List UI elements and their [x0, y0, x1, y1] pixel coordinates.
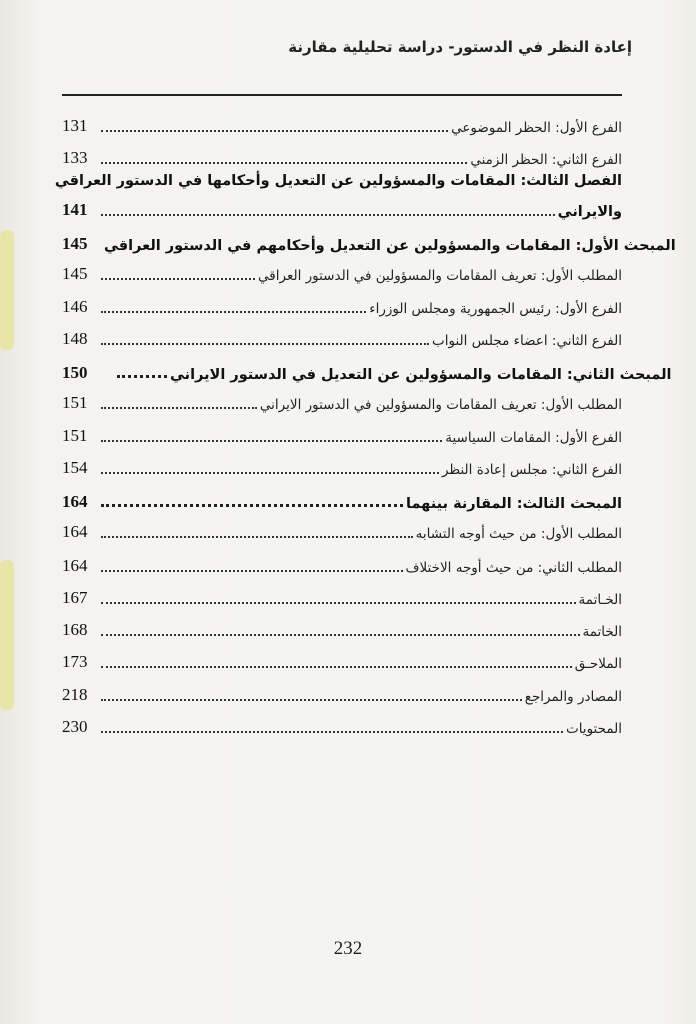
toc-leader-dots	[101, 342, 429, 345]
toc-entry-title: المبحث الأول: المقامات والمسؤولين عن التعديل وأحكامهم في الدستور العراقي	[104, 238, 676, 254]
toc-page-number: 218	[62, 685, 88, 704]
toc-leader-dots	[101, 569, 403, 572]
toc-entry	[62, 413, 622, 446]
toc-page-number: 154	[62, 458, 88, 477]
toc-leader-dots	[101, 471, 439, 474]
toc-page-number: 141	[62, 200, 88, 219]
toc-page-number: 173	[62, 652, 88, 671]
toc-leader-dots	[101, 161, 467, 164]
toc-page-number: 150	[62, 363, 88, 382]
toc-page-number: 167	[62, 588, 88, 607]
toc-entry	[62, 672, 622, 705]
toc-entry	[62, 317, 622, 349]
toc-entry	[62, 608, 622, 640]
toc-page-number: 145	[62, 234, 88, 253]
toc-leader-dots	[101, 277, 255, 280]
toc-entry-title: الخـاتمة	[578, 592, 622, 608]
toc-entry-title: الفرع الأول: رئيس الجمهورية ومجلس الوزراء	[369, 301, 622, 317]
toc-entry-title: المحتويات	[565, 721, 622, 737]
toc-entry-title: المطلب الأول: تعريف المقامات والمسؤولين في الدستور الايراني	[259, 397, 622, 413]
toc-entry	[62, 542, 622, 576]
toc-entry	[62, 136, 622, 168]
toc-leader-dots	[117, 374, 167, 378]
toc-entry	[62, 194, 622, 220]
toc-entry	[62, 640, 622, 672]
toc-leader-dots	[101, 129, 448, 132]
toc-entry-title: الفرع الثاني: اعضاء مجلس النواب	[432, 333, 622, 349]
toc-page-number: 164	[62, 556, 88, 575]
toc-entry	[62, 220, 676, 254]
toc-entry-title: المبحث الثالث: المقارنة بينهما	[406, 496, 622, 512]
toc-page-number: 230	[62, 717, 88, 736]
toc-leader-dots	[101, 535, 413, 538]
toc-entry-title: الفرع الثاني: مجلس إعادة النظر	[441, 462, 622, 478]
header-rule	[62, 94, 622, 96]
toc-leader-dots	[101, 406, 257, 409]
toc-entry-title: المطلب الثاني: من حيث أوجه الاختلاف	[405, 560, 622, 576]
toc-entry	[62, 446, 622, 478]
toc-entry-title: الخاتمة	[582, 624, 622, 640]
toc-leader-dots	[101, 213, 555, 216]
toc-chapter-entry	[54, 168, 622, 220]
toc-page-number: 164	[62, 492, 88, 511]
toc-leader-dots	[101, 439, 442, 442]
toc-page-number: 145	[62, 264, 88, 283]
toc-page-number: 164	[62, 522, 88, 541]
page-number: 232	[333, 938, 363, 959]
toc-entry	[62, 110, 622, 136]
toc-entry	[62, 349, 672, 383]
toc-page-number: 168	[62, 620, 88, 639]
page-stain	[0, 560, 14, 710]
toc-entry	[62, 383, 622, 413]
toc-entry-title: الملاحـق	[574, 656, 622, 672]
table-of-contents	[54, 110, 676, 737]
toc-entry	[62, 478, 622, 512]
toc-leader-dots	[101, 730, 563, 733]
toc-entry-title: والايراني	[557, 204, 622, 220]
toc-entry-title: المبحث الثاني: المقامات والمسؤولين عن التعديل في الدستور الايراني	[170, 367, 672, 383]
toc-chapter-title-line1: الفصل الثالث: المقامات والمسؤولين عن التعديل وأحكامها في الدستور العراقي	[54, 173, 622, 189]
toc-entry	[62, 284, 622, 317]
toc-leader-dots	[101, 310, 366, 313]
running-head: إعادة النظر في الدستور- دراسة تحليلية مقارنة	[288, 38, 632, 56]
page-stain	[0, 230, 14, 350]
toc-leader-dots	[101, 665, 572, 668]
toc-entry-title: المصادر والمراجع	[524, 689, 622, 705]
toc-leader-dots	[101, 601, 576, 604]
toc-page-number: 133	[62, 148, 88, 167]
toc-page-number: 131	[62, 116, 88, 135]
toc-page-number: 151	[62, 393, 88, 412]
toc-leader-dots	[101, 633, 580, 636]
toc-entry	[62, 576, 622, 608]
toc-entry-title: المطلب الأول: من حيث أوجه التشابه	[415, 526, 622, 542]
toc-page-number: 148	[62, 329, 88, 348]
toc-entry-title: المطلب الأول: تعريف المقامات والمسؤولين في الدستور العراقي	[258, 268, 622, 284]
toc-page-number: 146	[62, 297, 88, 316]
toc-page-number: 151	[62, 426, 88, 445]
toc-entry-title: الفرع الثاني: الحظر الزمني	[470, 152, 622, 168]
toc-entry	[62, 512, 622, 542]
toc-entry	[62, 254, 622, 284]
toc-entry-title: الفرع الأول: الحظر الموضوعي	[451, 120, 622, 136]
toc-entry-title: الفرع الأول: المقامات السياسية	[445, 430, 622, 446]
toc-leader-dots	[101, 698, 522, 701]
toc-entry	[62, 705, 622, 737]
toc-leader-dots	[101, 503, 403, 507]
